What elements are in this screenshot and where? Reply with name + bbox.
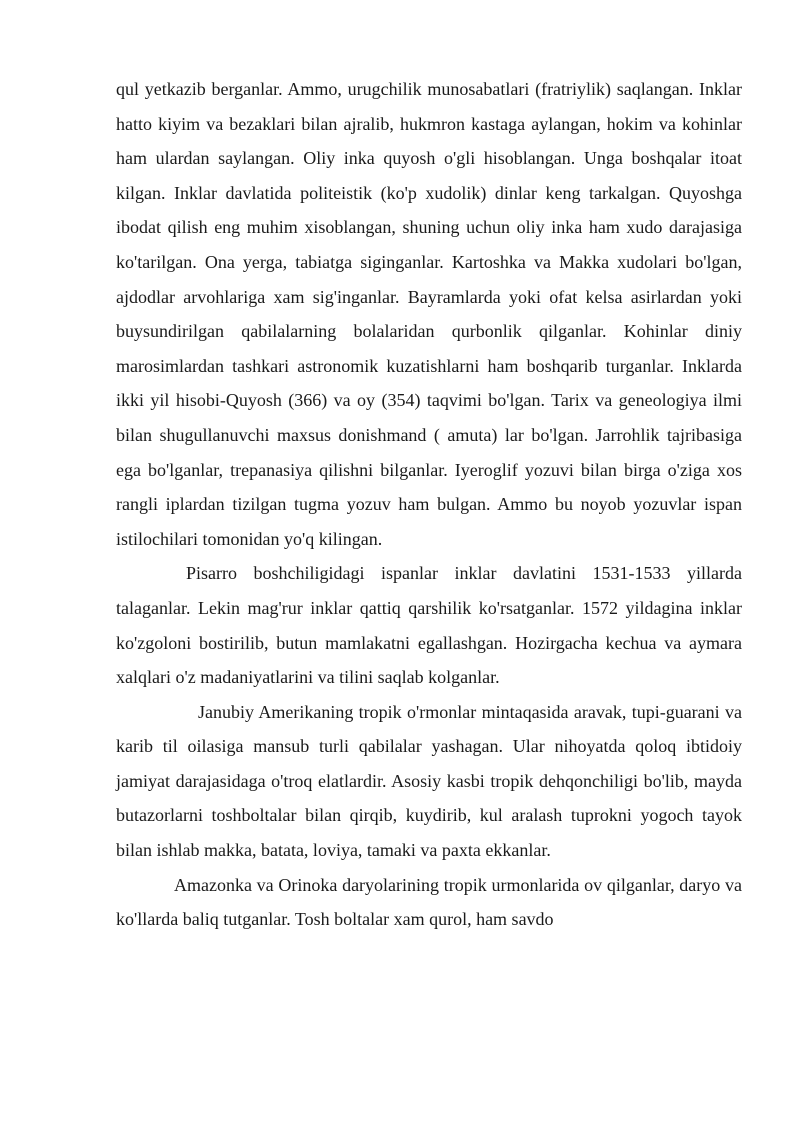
paragraph-inca-society: qul yetkazib berganlar. Ammo, urugchilik munosabatlari (fratriylik) saqlangan. Inklar hatto kiyim va bezaklari bilan ajralib, hukmron kastaga aylangan, hokim va kohinlar ham ulardan saylangan. Oliy inka quyosh o'gli hisoblangan. Unga boshqalar itoat kilgan. Inklar davlatida politeistik (ko'p xudolik) dinlar keng tarkalgan. Quyoshga ibodat qilish eng muhim xisoblangan, shuning uchun oliy inka ham xudo darajasiga ko'tarilgan. Ona yerga, tabiatga siginganlar. Kartoshka va Makka xudolari bo'lgan, ajdodlar arvohlariga xam sig'inganlar. Bayramlarda yoki ofat kelsa asirlardan yoki buysundirilgan qabilalarning bolalaridan qurbonlik qilganlar. Kohinlar diniy marosimlardan tashkari astronomik kuzatishlarni ham boshqarib turganlar. Inklarda ikki yil hisobi-Quyosh (366) va oy (354) taqvimi bo'lgan. Tarix va geneologiya ilmi bilan shugullanuvchi maxsus donishmand ( amuta) lar bo'lgan. Jarrohlik tajribasiga ega bo'lganlar, trepanasiya qilishni bilganlar. Iyeroglif yozuvi bilan birga o'ziga xos rangli iplardan tizilgan tugma yozuv ham bulgan. Ammo bu noyob yozuvlar ispan istilochilari tomonidan yo'q kilingan. bbox=[116, 79, 742, 549]
paragraph-amazon-orinoco: Amazonka va Orinoka daryolarining tropik urmonlarida ov qilganlar, daryo va ko'llarda baliq tutganlar. Tosh boltalar xam qurol, ham savdo bbox=[116, 874, 742, 930]
paragraph-spanish-conquest: Pisarro boshchiligidagi ispanlar inklar davlatini 1531-1533 yillarda talaganlar. Lekin mag'rur inklar qattiq qarshilik ko'rsatganlar. 1572 yildagina inklar ko'zgoloni bostirilib, butun mamlakatni egallashgan. Hozirgacha kechua va aymara xalqlari o'z madaniyatlarini va tilini saqlab kolganlar. bbox=[116, 563, 742, 688]
body-text bbox=[116, 72, 742, 937]
paragraph-tropical-tribes: Janubiy Amerikaning tropik o'rmonlar mintaqasida aravak, tupi-guarani va karib til oilasiga mansub turli qabilalar yashagan. Ular nihoyatda qoloq ibtidoiy jamiyat darajasidaga o'troq elatlardir. Asosiy kasbi tropik dehqonchiligi bo'lib, mayda butazorlarni toshboltalar bilan qirqib, kuydirib, kul aralash tuprokni yogoch tayok bilan ishlab makka, batata, loviya, tamaki va paxta ekkanlar. bbox=[116, 701, 742, 861]
